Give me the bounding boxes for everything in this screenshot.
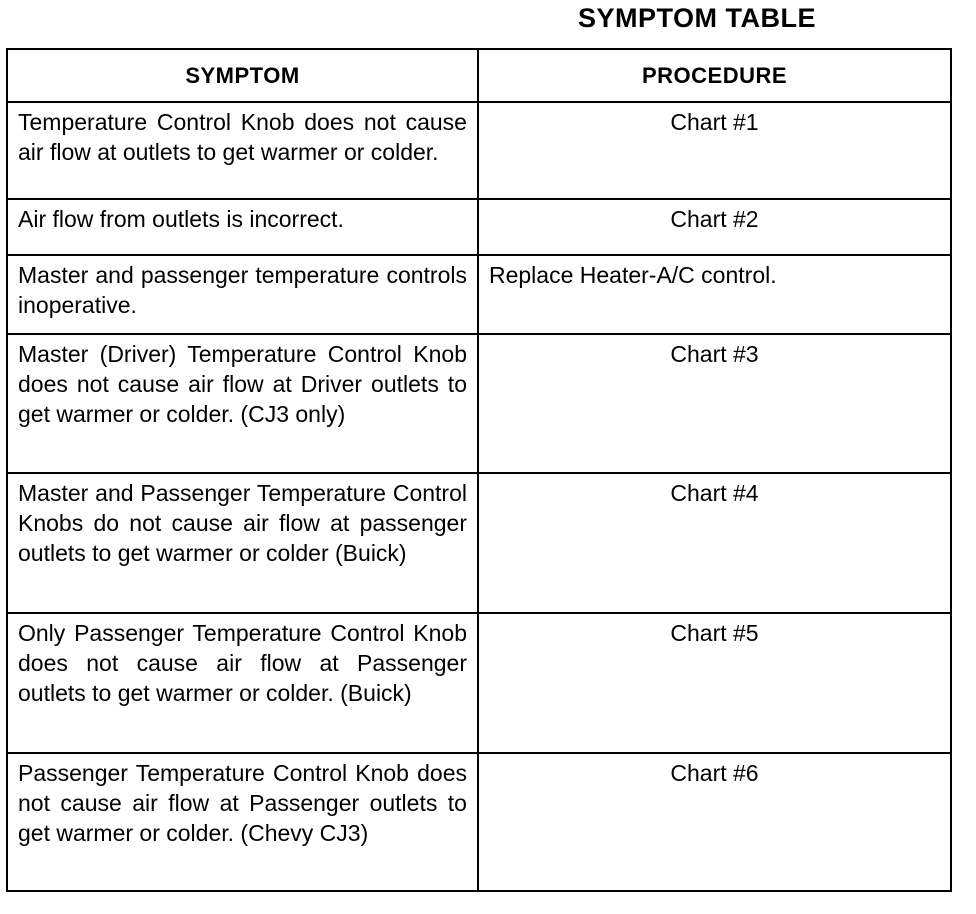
symptom-column-header: SYMPTOM (7, 49, 478, 102)
table-row (7, 255, 951, 334)
symptom-cell: Passenger Temperature Control Knob does not cause air flow at Passenger outlets to get warmer or colder. (Chevy CJ3) (7, 753, 478, 891)
table-row (7, 613, 951, 753)
symptom-cell: Only Passenger Temperature Control Knob does not cause air flow at Passenger outlets to get warmer or colder. (Buick) (7, 613, 478, 753)
procedure-cell: Chart #4 (478, 473, 951, 613)
symptom-cell: Master and Passenger Temperature Control Knobs do not cause air flow at passenger outlets to get warmer or colder (Buick) (7, 473, 478, 613)
procedure-column-header: PROCEDURE (478, 49, 951, 102)
symptom-cell: Temperature Control Knob does not cause air flow at outlets to get warmer or colder. (7, 102, 478, 199)
procedure-cell: Chart #5 (478, 613, 951, 753)
procedure-cell: Chart #1 (478, 102, 951, 199)
symptom-cell: Master (Driver) Temperature Control Knob does not cause air flow at Driver outlets to get warmer or colder. (CJ3 only) (7, 334, 478, 473)
procedure-cell: Replace Heater-A/C control. (478, 255, 951, 334)
table-row (7, 334, 951, 473)
symptom-table (6, 48, 952, 892)
symptom-cell: Air flow from outlets is incorrect. (7, 199, 478, 255)
page-title: SYMPTOM TABLE (578, 3, 817, 33)
procedure-cell: Chart #6 (478, 753, 951, 891)
table-row (7, 102, 951, 199)
procedure-cell: Chart #2 (478, 199, 951, 255)
procedure-cell: Chart #3 (478, 334, 951, 473)
symptom-cell: Master and passenger temperature controls inoperative. (7, 255, 478, 334)
table-row (7, 753, 951, 891)
table-row (7, 473, 951, 613)
table-row (7, 199, 951, 255)
table-header-row (7, 49, 951, 102)
